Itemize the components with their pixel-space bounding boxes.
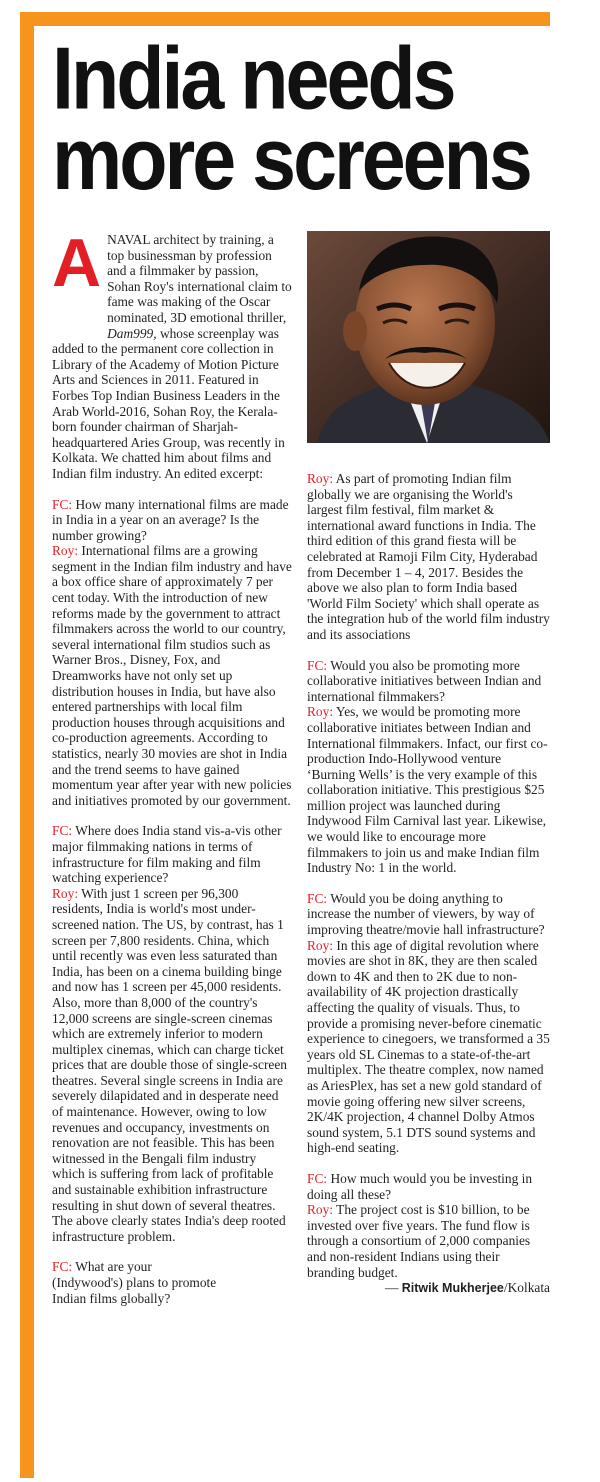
- question-text: How many international films are made in India in a year on an average? Is the number growing?: [52, 496, 289, 543]
- question-text: Where does India stand vis-a-vis other major filmmaking nations in terms of infrastructure for film making and film watching experience?: [52, 823, 282, 886]
- answer-label: Roy:: [307, 937, 334, 953]
- question-label: FC:: [52, 496, 73, 512]
- answer-text: With just 1 screen per 96,300 residents, India is world's most under-screened nation. The US, by contrast, has 1 screen per 7,800 residents. China, which until recently was even less saturated than India, has been on a cinema building binge and now has 1 screen per 45,000 residents. Also, more than 8,000 of the country's 12,000 screens are single-screen cinemas which are extremely inferior to modern multiplex cinemas, which can charge ticket prices that are double those of single-screen theatres. Several single screens in India are severely dilapidated and in desperate need of maintenance. However, owing to low revenues and occupancy, investments on renovation are not feasible. This has been witnessed in the Bengali film industry which is suffering from lack of profitable and sustainable exhibition infrastructure resulting in shut down of several theatres. The above clearly states India's deep rooted infrastructure problem.: [52, 885, 287, 1244]
- question-label: FC:: [52, 823, 73, 839]
- question-label: FC:: [52, 1259, 73, 1275]
- headline: [52, 27, 572, 209]
- headline-line-2: more screens: [52, 108, 530, 209]
- orange-frame-top: [20, 12, 550, 26]
- answer-text: International films are a growing segment in the Indian film industry and have a box office share of approximately 7 per cent today. With the introduction of new reforms made by the government to attract filmmakers across the world to our country, several international film studios such as Warner Bros., Disney, Fox, and Dreamworks have not only set up distribution houses in India, but have also entered partnerships with local film production houses through acquisitions and co-production agreements. According to statistics, nearly 30 movies are shot in India and the trend seems to have gained momentum year after year with new policies and initiatives promoted by our government.: [52, 543, 292, 808]
- column-left: [52, 225, 292, 1321]
- qa-block: [307, 891, 550, 1156]
- qa-block: [52, 823, 292, 1244]
- qa-answer-block: [307, 471, 550, 643]
- question-label: FC:: [307, 890, 328, 906]
- portrait-illustration: [307, 231, 550, 443]
- answer-text: As part of promoting Indian film globally we are organising the World's largest film festival, film market & international award functions in India. The third edition of this grand fiesta will be celebrated at Ramoji Film City, Hyderabad from December 1 – 4, 2017. Besides the above we also plan to form India based 'World Film Society' which shall operate as the integration hub of the world film industry and its associations: [307, 471, 550, 642]
- intro-paragraph: [52, 225, 292, 482]
- byline-author: Ritwik Mukherjee: [401, 1281, 504, 1296]
- intro-text-b: whose screenplay was added to the permanent core collection in Library of the Academy of Motion Picture Arts and Sciences in 2011. Featured in Forbes Top Indian Business Leaders in the Arab World-2016, Sohan Roy, the Kerala-born founder chairman of Sharjah-headquartered Aries Group, was recently in Kolkata. We chatted him about films and Indian film industry. An edited excerpt:: [52, 325, 285, 481]
- question-label: FC:: [307, 657, 328, 673]
- answer-text: In this age of digital revolution where movies are shot in 8K, they are then scaled down to 4K and then to 2K due to non-availability of 4K projection drastically affecting the quality of visuals. Thus, to provide a promising never-before cinematic experience to cinegoers, we transformed a 35 years old SL Cinemas to a state-of-the-art multiplex. The theatre complex, now named as AriesPlex, has set a new gold standard of movie going offering new silver screens, 2K/4K projection, 4 channel Dolby Atmos sound system, 5.1 DTS sound systems and high-end seating.: [307, 937, 550, 1156]
- question-text: How much would you be investing in doing all these?: [307, 1170, 533, 1202]
- portrait-photo: [307, 231, 550, 443]
- answer-text: Yes, we would be promoting more collaborative initiates between Indian and International filmmakers. Infact, our first co-production Indo-Hollywood venture ‘Burning Wells’ is the very example of this collaboration initiative. This prestigious $25 million project was launched during Indywood Film Carnival last year. Likewise, we would like to encourage more filmmakers to join us and make Indian film Industry No: 1 in the world.: [307, 704, 548, 876]
- answer-label: Roy:: [307, 471, 334, 486]
- answer-label: Roy:: [307, 704, 334, 720]
- answer-label: Roy:: [52, 885, 79, 901]
- question-text: Would you also be promoting more collaborative initiatives between Indian and international filmmakers?: [307, 657, 542, 704]
- answer-label: Roy:: [52, 543, 79, 559]
- column-right: [307, 471, 550, 1297]
- qa-question-block: [52, 1259, 222, 1306]
- byline-dash: —: [385, 1280, 402, 1296]
- answer-text: The project cost is $10 billion, to be invested over five years. The fund flow is through a consortium of 2,000 companies and non-resident Indians using their branding budget.: [307, 1202, 531, 1280]
- orange-frame-left: [20, 12, 34, 1478]
- byline-place: /Kolkata: [503, 1280, 550, 1296]
- byline: [307, 1280, 550, 1297]
- headline-line-1: India needs: [52, 27, 454, 128]
- question-label: FC:: [307, 1170, 328, 1186]
- qa-block: [307, 1171, 550, 1280]
- drop-cap: A: [52, 225, 102, 301]
- question-text: What are your (Indywood's) plans to promote Indian films globally?: [52, 1259, 217, 1306]
- answer-label: Roy:: [307, 1202, 334, 1218]
- qa-block: [307, 658, 550, 876]
- film-title: Dam999,: [107, 325, 157, 341]
- question-text: Would you be doing anything to increase the number of viewers, by way of improving theatre/movie hall infrastructure?: [307, 890, 545, 938]
- intro-text-a: NAVAL architect by training, a top businessman by profession and a filmmaker by passion, Sohan Roy's international claim to fame was making of the Oscar nominated, 3D emotional thriller,: [107, 232, 292, 325]
- qa-block: [52, 497, 292, 809]
